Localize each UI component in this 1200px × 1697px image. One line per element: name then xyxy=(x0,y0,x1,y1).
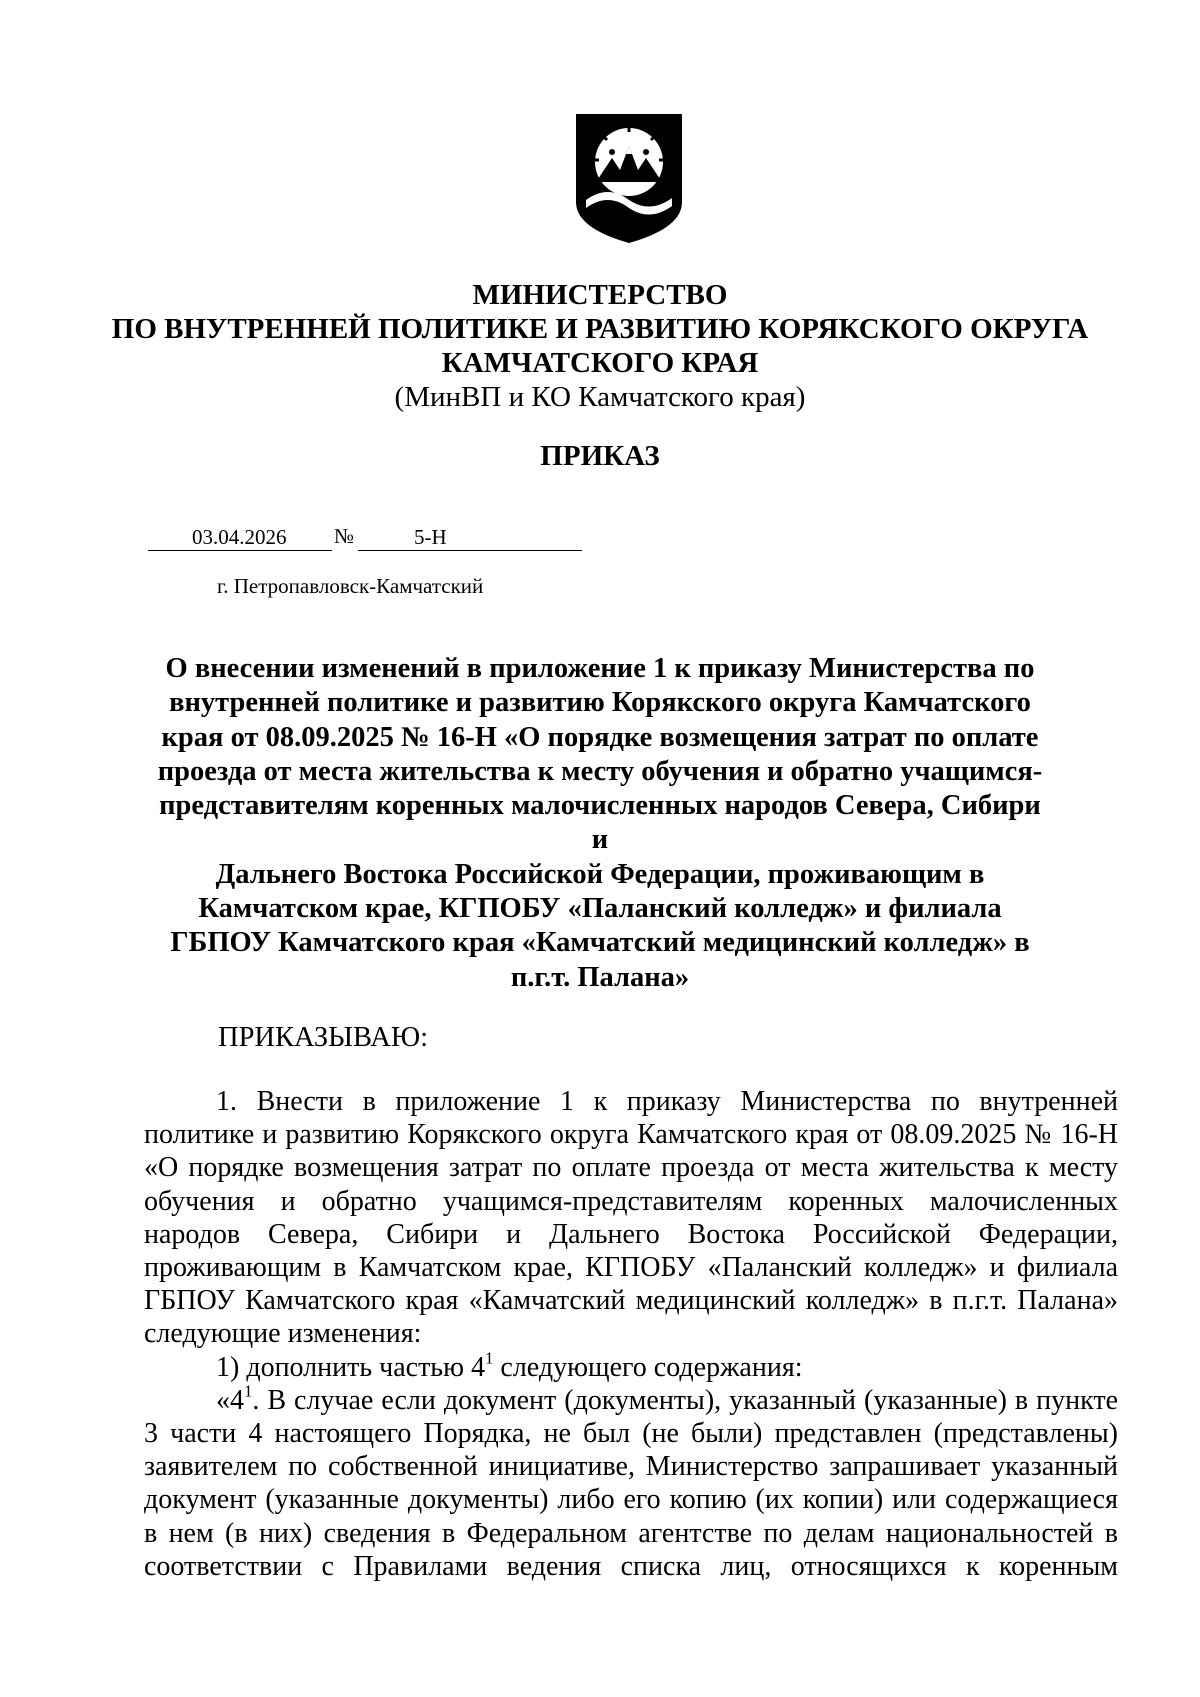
title-line: п.г.т. Палана» xyxy=(510,961,690,993)
title-line: Камчатском крае, КГПОБУ «Паланский колледж» и филиала xyxy=(198,893,1002,925)
header-line-2: ПО ВНУТРЕННЕЙ ПОЛИТИКЕ И РАЗВИТИЮ КОРЯКСКОГО ОКРУГА xyxy=(111,313,1089,345)
title-line: Дальнего Востока Российской Федерации, проживающим в xyxy=(215,858,985,890)
title-line: проезда от места жительства к месту обучения и обратно учащимся- xyxy=(157,755,1043,787)
header-line-1: МИНИСТЕРСТВО xyxy=(472,279,728,311)
paragraph-3 xyxy=(144,1381,1118,1583)
number-sign: № xyxy=(334,524,355,548)
order-date: 03.04.2026 xyxy=(192,525,287,549)
title-line: О внесении изменений в приложение 1 к приказу Министерства по xyxy=(165,653,1035,684)
order-number: 5-Н xyxy=(414,525,447,549)
p2-text-before: 1) дополнить частью 4 xyxy=(216,1351,485,1383)
paragraph-1: 1. Внести в приложение 1 к приказу Министерства по внутренней политике и развитию Корякского округа Камчатского края от 08.09.2025 № 16-Н «О порядке возмещения затрат по оплате проезда от места жительства к месту обучения и обратно учащимся-представителям коренных малочисленных народов Севера, Сибири и Дальнего Востока Российской Федерации, проживающим в Камчатском крае, КГПОБУ «Паланский колледж» и филиала ГБПОУ Камчатского края «Камчатский медицинский колледж» в п.г.т. Палана» следующие изменения: xyxy=(144,1086,1118,1350)
directive-word: ПРИКАЗЫВАЮ: xyxy=(218,1022,429,1053)
header-line-3: КАМЧАТСКОГО КРАЯ xyxy=(441,347,759,379)
p2-superscript: 1 xyxy=(485,1348,494,1368)
p3-superscript: 1 xyxy=(244,1381,253,1401)
p3-open: «4 xyxy=(216,1384,244,1416)
order-number-field xyxy=(358,524,582,551)
kamchatka-emblem-icon xyxy=(574,110,684,245)
header-abbreviation: (МинВП и КО Камчатского края) xyxy=(394,381,806,413)
title-line: края от 08.09.2025 № 16-Н «О порядке возмещения затрат по оплате xyxy=(161,721,1039,753)
ministry-header xyxy=(0,278,1200,414)
order-date-field xyxy=(148,524,332,551)
document-body xyxy=(144,1085,1118,1583)
title-line: ГБПОУ Камчатского края «Камчатский медицинский колледж» в xyxy=(170,927,1030,959)
p3-text: . В случае если документ (документы), указанный (указанные) в пункте 3 части 4 настоящего Порядка, не был (не были) представлен (представлены) заявителем по собственной инициативе, Министерство запрашивает указанный документ (указанные документы) либо его копию (их копии) или содержащиеся в нем (в них) сведения в Федеральном агентстве по делам национальностей в соответствии с Правилами ведения списка лиц, относящихся к коренным xyxy=(144,1384,1118,1582)
title-line: внутренней политике и развитию Корякского округа Камчатского xyxy=(169,687,1031,719)
paragraph-2 xyxy=(144,1348,1118,1384)
p2-text-after: следующего содержания: xyxy=(493,1351,803,1383)
document-type: ПРИКАЗ xyxy=(540,440,660,472)
title-line: представителям коренных малочисленных народов Севера, Сибири и xyxy=(159,790,1041,856)
document-title xyxy=(150,652,1050,995)
city-label: г. Петропавловск-Камчатский xyxy=(217,574,484,598)
